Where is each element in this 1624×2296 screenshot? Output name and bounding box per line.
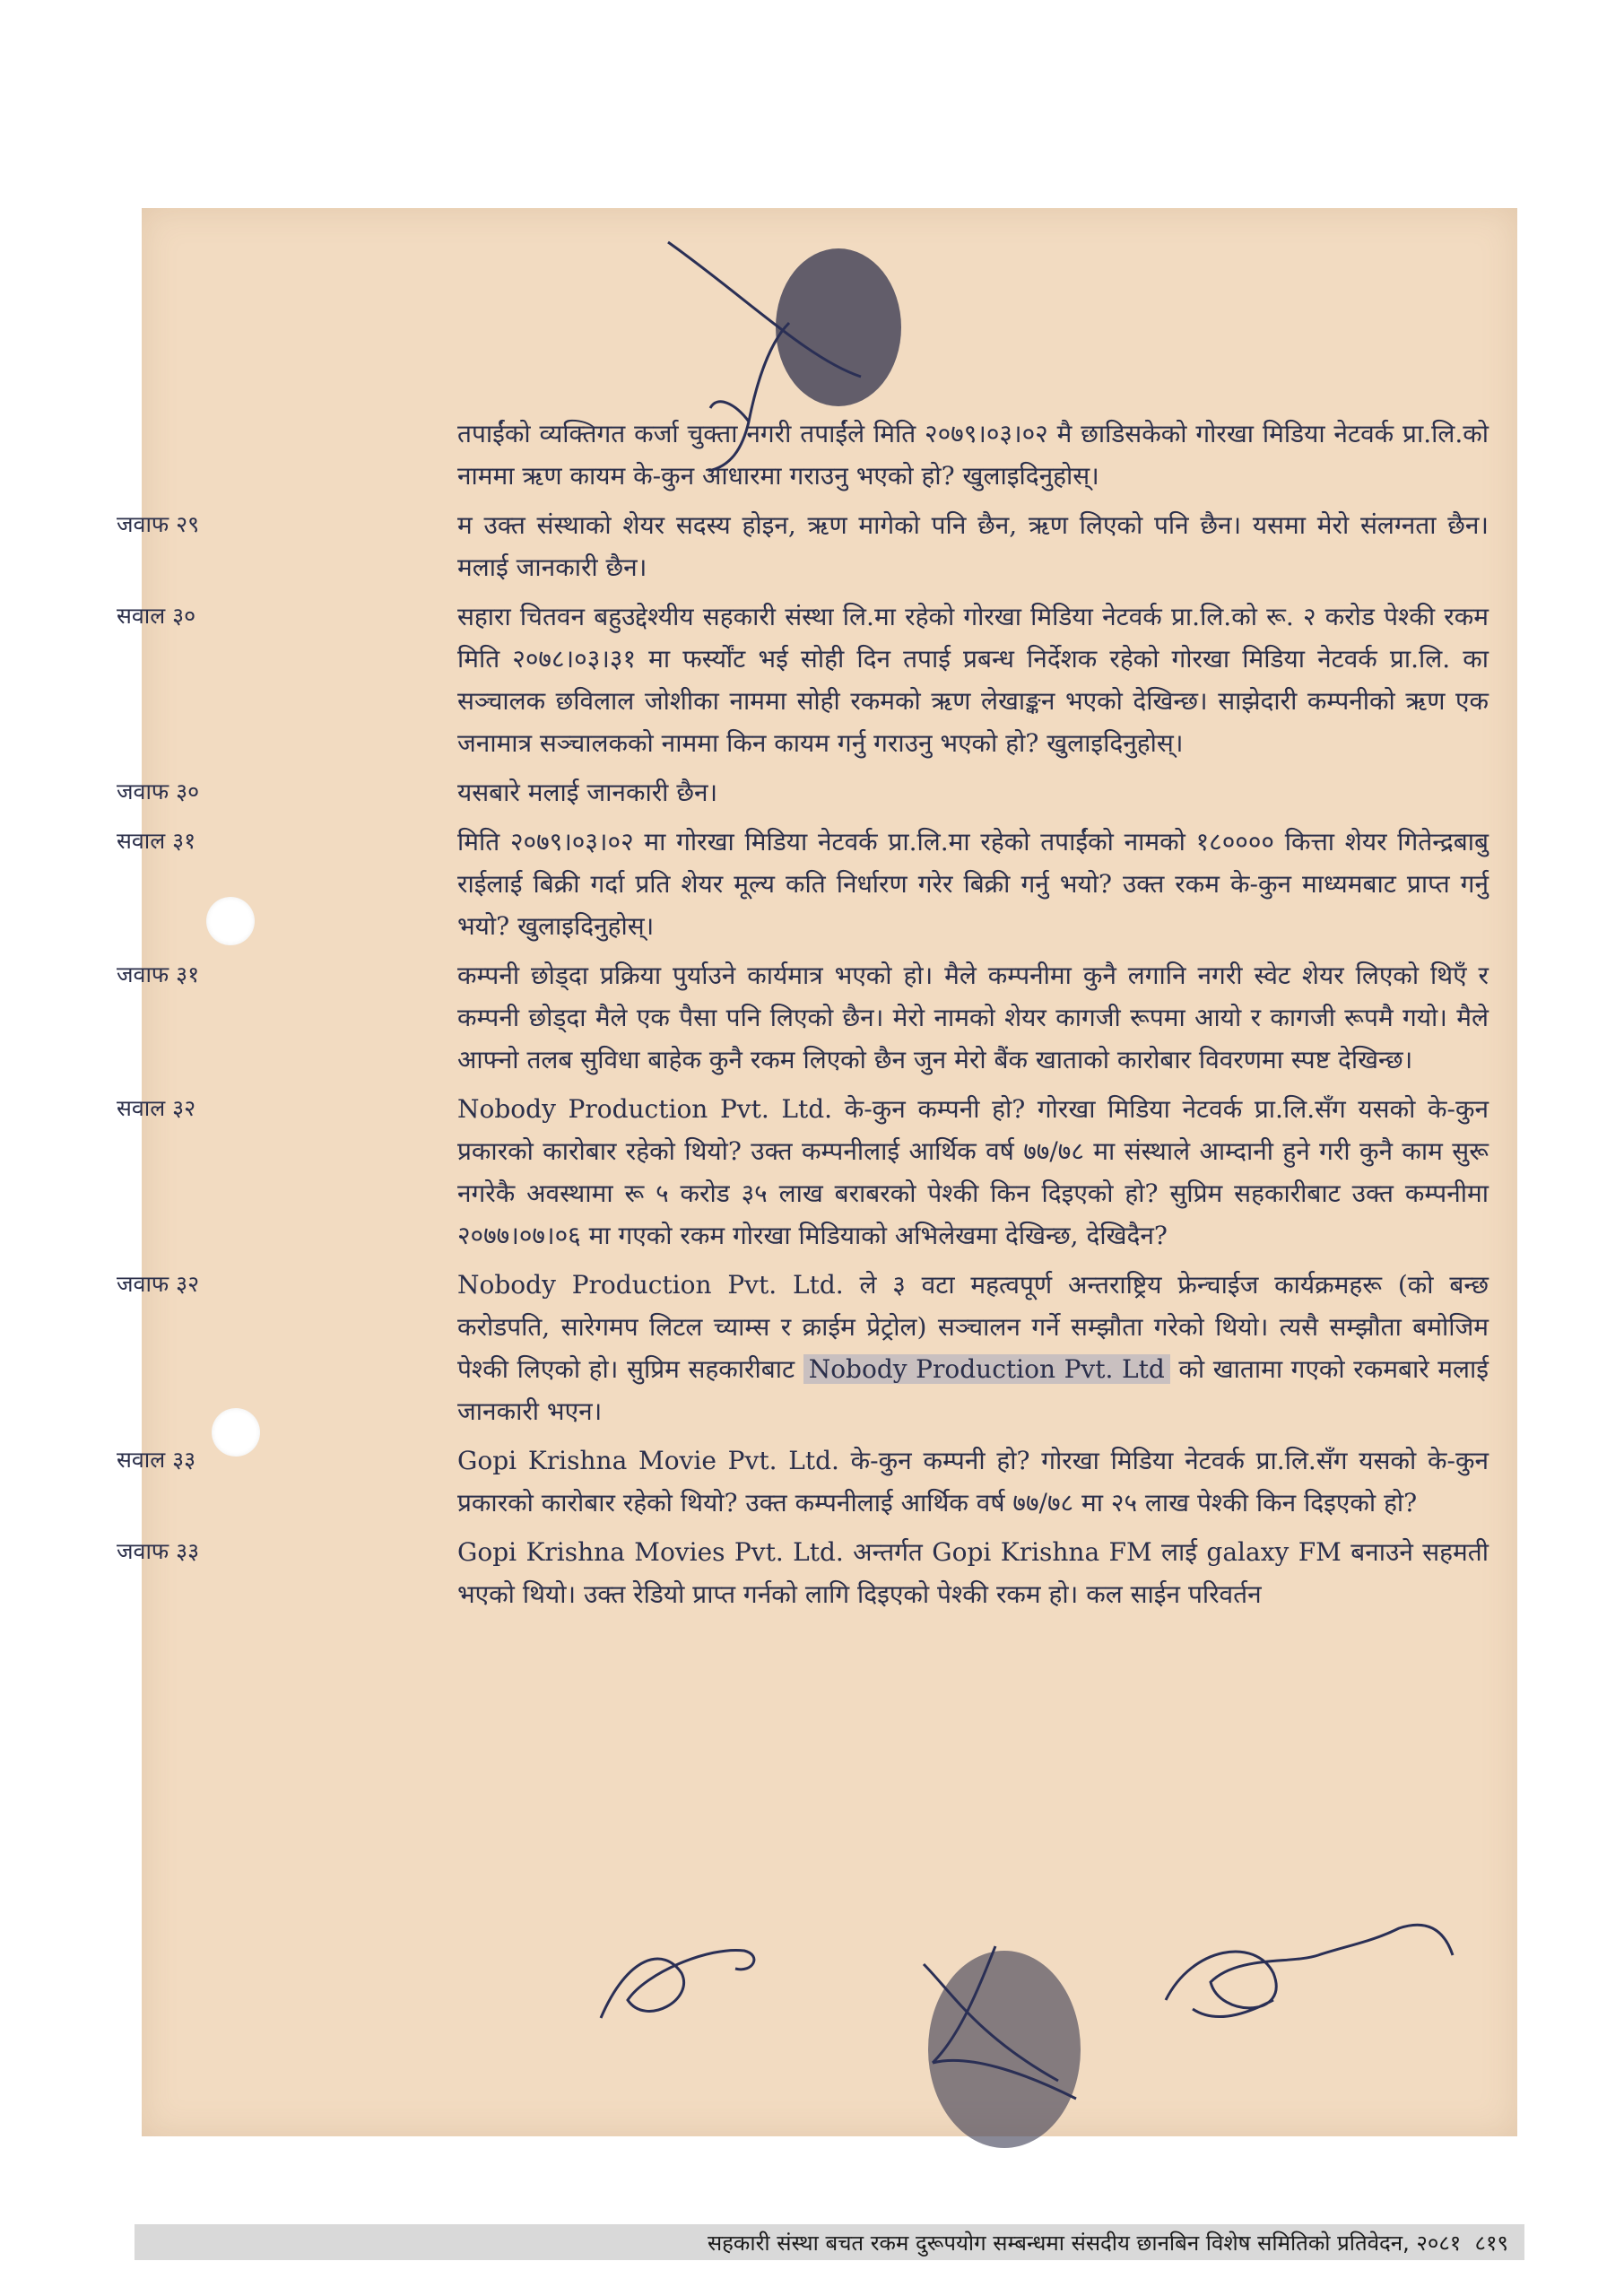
qa-text: मिति २०७९।०३।०२ मा गोरखा मिडिया नेटवर्क प्रा.लि.मा रहेको तपाईंको नामको १८०००० कित्ता शेयर गितेन्द्रबाबु राईलाई बिक्री गर्दा प्रति शेयर मूल्य कति निर्धारण गरेर बिक्री गर्नु भयो? उक्त रकम के-कुन माध्यमबाट प्राप्त गर्नु भयो? खुलाइदिनुहोस्। bbox=[457, 827, 1489, 941]
highlighted-company-name: Nobody Production Pvt. Ltd bbox=[803, 1354, 1170, 1384]
footer-text bbox=[708, 2228, 1508, 2257]
footer-title: सहकारी संस्था बचत रकम दुरूपयोग सम्बन्धमा संसदीय छानबिन विशेष समितिको प्रतिवेदन, २०८१ bbox=[707, 2231, 1462, 2256]
qa-text-part: Nobody Production Pvt. Ltd. ले ३ वटा महत्वपूर्ण अन्तराष्ट्रिय फ्रेन्चाईज कार्यक्रमहरू (को बन्छ करोडपति, सारेगमप लिटल च्याम्स र क्राईम प्रेट्रोल) सञ्चालन गर्ने सम्झौता गरेको थियो। त्यसै सम्झौता बमोजिम पेश्की लिएको हो। सुप्रिम सहकारीबाट bbox=[457, 1270, 1489, 1384]
qa-label: सवाल ३१ bbox=[117, 828, 196, 854]
qa-label: सवाल ३३ bbox=[117, 1447, 196, 1473]
qa-text bbox=[457, 1264, 1489, 1432]
qa-label: जवाफ ३३ bbox=[117, 1538, 200, 1564]
qa-item bbox=[117, 771, 1489, 813]
qa-label: सवाल ३० bbox=[117, 603, 196, 629]
qa-item bbox=[117, 1439, 1489, 1524]
qa-item bbox=[117, 1088, 1489, 1257]
qa-item bbox=[117, 504, 1489, 588]
footer-bar bbox=[135, 2224, 1524, 2260]
qa-item bbox=[117, 1264, 1489, 1432]
intro-paragraph bbox=[269, 413, 1489, 497]
qa-label: जवाफ ३२ bbox=[117, 1271, 200, 1297]
qa-text: Gopi Krishna Movie Pvt. Ltd. के-कुन कम्पनी हो? गोरखा मिडिया नेटवर्क प्रा.लि.सँग यसको के-कुन प्रकारको कारोबार रहेको थियो? उक्त कम्पनीलाई आर्थिक वर्ष ७७/७८ मा २५ लाख पेश्की किन दिइएको हो? bbox=[457, 1446, 1489, 1518]
document-body bbox=[117, 413, 1489, 1622]
qa-item bbox=[117, 596, 1489, 764]
qa-text: Nobody Production Pvt. Ltd. के-कुन कम्पनी हो? गोरखा मिडिया नेटवर्क प्रा.लि.सँग यसको के-कुन प्रकारको कारोबार रहेको थियो? उक्त कम्पनीलाई आर्थिक वर्ष ७७/७८ मा संस्थाले आम्दानी हुने गरी कुनै काम सुरू नगरेकै अवस्थामा रू ५ करोड ३५ लाख बराबरको पेश्की किन दिइएको हो? सुप्रिम सहकारीबाट उक्त कम्पनीमा २०७७।०७।०६ मा गएको रकम गोरखा मिडियाको अभिलेखमा देखिन्छ, देखिदैन? bbox=[457, 1094, 1489, 1250]
qa-text-part: को खातामा गएको रकमबारे मलाई जानकारी भएन। bbox=[457, 1354, 1489, 1426]
qa-text: सहारा चितवन बहुउद्देश्यीय सहकारी संस्था लि.मा रहेको गोरखा मिडिया नेटवर्क प्रा.लि.को रू. २ करोड पेश्की रकम मिति २०७८।०३।३१ मा फर्स्योंट भई सोही दिन तपाई प्रबन्ध निर्देशक रहेको गोरखा मिडिया नेटवर्क प्रा.लि. का सञ्चालक छविलाल जोशीका नाममा सोही रकमको ऋण लेखाङ्कन भएको देखिन्छ। साझेदारी कम्पनीको ऋण एक जनामात्र सञ्चालकको नाममा किन कायम गर्नु गराउनु भएको हो? खुलाइदिनुहोस्। bbox=[457, 602, 1489, 758]
qa-text: म उक्त संस्थाको शेयर सदस्य होइन, ऋण मागेको पनि छैन, ऋण लिएको पनि छैन। यसमा मेरो संलग्नता छैन। मलाई जानकारी छैन। bbox=[457, 510, 1489, 582]
qa-label: जवाफ ३० bbox=[117, 778, 200, 804]
page-number: ८१९ bbox=[1474, 2231, 1508, 2256]
intro-text: तपाईंको व्यक्तिगत कर्जा चुक्ता नगरी तपाईंले मिति २०७९।०३।०२ मै छाडिसकेको गोरखा मिडिया नेटवर्क प्रा.लि.को नाममा ऋण कायम के-कुन आधारमा गराउनु भएको हो? खुलाइदिनुहोस्। bbox=[457, 419, 1489, 491]
qa-text: Gopi Krishna Movies Pvt. Ltd. अन्तर्गत Gopi Krishna FM लाई galaxy FM बनाउने सहमती भएको थियो। उक्त रेडियो प्राप्त गर्नको लागि दिइएको पेश्की रकम हो। कल साईन परिवर्तन bbox=[457, 1537, 1489, 1609]
qa-item bbox=[117, 954, 1489, 1081]
qa-label: जवाफ ३१ bbox=[117, 961, 200, 987]
qa-item bbox=[117, 1531, 1489, 1615]
qa-text: कम्पनी छोड्दा प्रक्रिया पुर्याउने कार्यमात्र भएको हो। मैले कम्पनीमा कुनै लगानि नगरी स्वेट शेयर लिएको थिएँ र कम्पनी छोड्दा मैले एक पैसा पनि लिएको छैन। मेरो नामको शेयर कागजी रूपमा आयो र कागजी रूपमै गयो। मैले आफ्नो तलब सुविधा बाहेक कुनै रकम लिएको छैन जुन मेरो बैंक खाताको कारोबार विवरणमा स्पष्ट देखिन्छ। bbox=[457, 961, 1489, 1074]
qa-label: जवाफ २९ bbox=[117, 511, 200, 537]
punch-hole-top bbox=[206, 897, 255, 945]
qa-text: यसबारे मलाई जानकारी छैन। bbox=[457, 778, 718, 807]
qa-item bbox=[117, 821, 1489, 947]
qa-label: सवाल ३२ bbox=[117, 1095, 196, 1121]
